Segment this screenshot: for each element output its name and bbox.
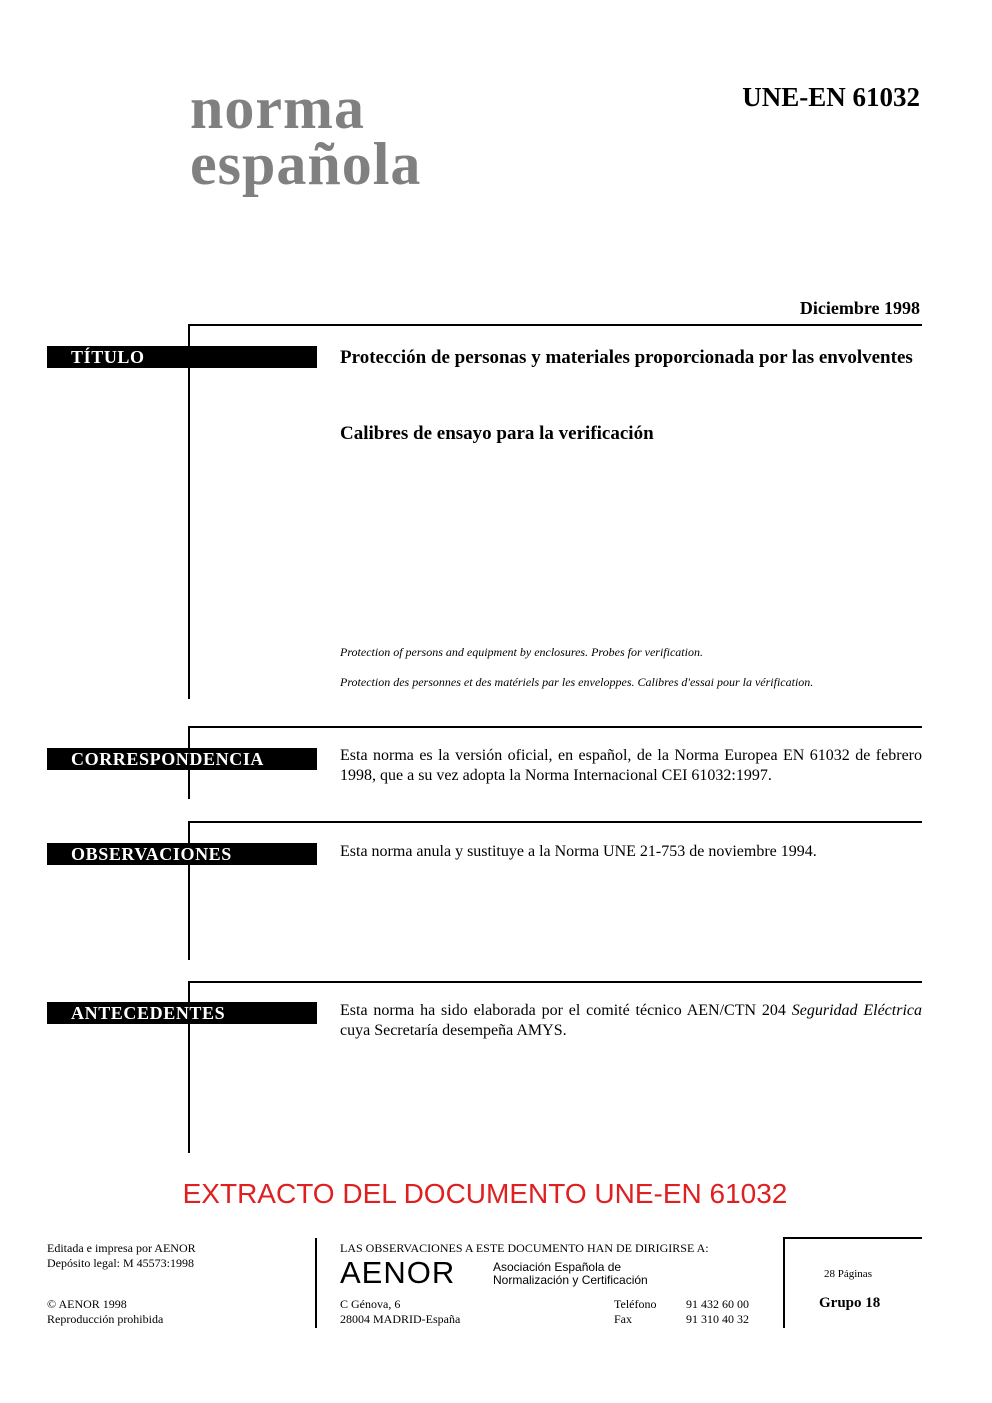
footer-contact-labels bbox=[614, 1297, 656, 1327]
section-label-antecedentes: ANTECEDENTES bbox=[47, 1002, 317, 1024]
brand-line-1: norma bbox=[190, 75, 365, 141]
footer-contact-values bbox=[686, 1297, 749, 1327]
aenor-logo: AENOR bbox=[340, 1255, 456, 1290]
section-rule bbox=[188, 821, 190, 960]
antecedentes-text-end: cuya Secretaría desempeña AMYS. bbox=[340, 1022, 567, 1039]
footer-copyright bbox=[47, 1297, 287, 1327]
fax-number: 91 310 40 32 bbox=[686, 1312, 749, 1326]
extract-watermark: EXTRACTO DEL DOCUMENTO UNE-EN 61032 bbox=[182, 1178, 788, 1209]
antecedentes-text-start: Esta norma ha sido elaborada por el comité técnico AEN/CTN 204 bbox=[340, 1002, 792, 1019]
footer-reproduction: Reproducción prohibida bbox=[47, 1312, 164, 1326]
standard-code: UNE-EN 61032 bbox=[742, 82, 920, 112]
footer-divider bbox=[315, 1238, 317, 1328]
footer-edited-by: Editada e impresa por AENOR bbox=[47, 1241, 196, 1255]
phone-label: Teléfono bbox=[614, 1297, 657, 1311]
publication-date: Diciembre 1998 bbox=[799, 298, 920, 318]
observaciones-text: Esta norma anula y sustituye a la Norma UNE 21-753 de noviembre 1994. bbox=[340, 843, 817, 860]
footer-copyright-line: © AENOR 1998 bbox=[47, 1297, 127, 1311]
brand-line-2: española bbox=[190, 131, 422, 197]
address-city: 28004 MADRID-España bbox=[340, 1312, 461, 1326]
aenor-org-line-2: Normalización y Certificación bbox=[493, 1273, 648, 1287]
section-label-correspondencia: CORRESPONDENCIA bbox=[47, 748, 317, 770]
title-fr: Protection des personnes et des matériels par les enveloppes. Calibres d'essai pour la vérification. bbox=[340, 675, 814, 689]
footer-legal-deposit: Depósito legal: M 45573:1998 bbox=[47, 1256, 194, 1270]
subtitle-es: Calibres de ensayo para la verificación bbox=[340, 423, 654, 444]
footer-box-rule bbox=[783, 1237, 785, 1328]
footer-notice: LAS OBSERVACIONES A ESTE DOCUMENTO HAN DE DIRIGIRSE A: bbox=[340, 1241, 709, 1255]
section-rule bbox=[188, 324, 190, 699]
title-es: Protección de personas y materiales proporcionada por las envolventes bbox=[340, 347, 913, 368]
section-divider bbox=[188, 324, 922, 326]
footer-publisher bbox=[47, 1241, 287, 1271]
fax-label: Fax bbox=[614, 1312, 632, 1326]
section-label-titulo: TÍTULO bbox=[47, 346, 317, 368]
section-divider bbox=[188, 726, 922, 728]
footer-address bbox=[340, 1297, 580, 1327]
antecedentes-text bbox=[340, 1001, 922, 1041]
aenor-org-name bbox=[493, 1261, 648, 1287]
brand-title bbox=[190, 75, 422, 197]
footer-box-top bbox=[783, 1237, 922, 1239]
phone-number: 91 432 60 00 bbox=[686, 1297, 749, 1311]
section-label-observaciones: OBSERVACIONES bbox=[47, 843, 317, 865]
address-street: C Génova, 6 bbox=[340, 1297, 401, 1311]
antecedentes-committee-name: Seguridad Eléctrica bbox=[791, 1002, 922, 1019]
aenor-org-line-1: Asociación Española de bbox=[493, 1260, 622, 1274]
section-divider bbox=[188, 821, 922, 823]
page-count: 28 Páginas bbox=[824, 1268, 872, 1280]
price-group: Grupo 18 bbox=[819, 1295, 881, 1311]
title-en: Protection of persons and equipment by enclosures. Probes for verification. bbox=[340, 645, 703, 659]
section-divider bbox=[188, 981, 922, 983]
correspondencia-text: Esta norma es la versión oficial, en español, de la Norma Europea EN 61032 de febrero 1998, que a su vez adopta la Norma Internacional CEI 61032:1997. bbox=[340, 747, 922, 784]
